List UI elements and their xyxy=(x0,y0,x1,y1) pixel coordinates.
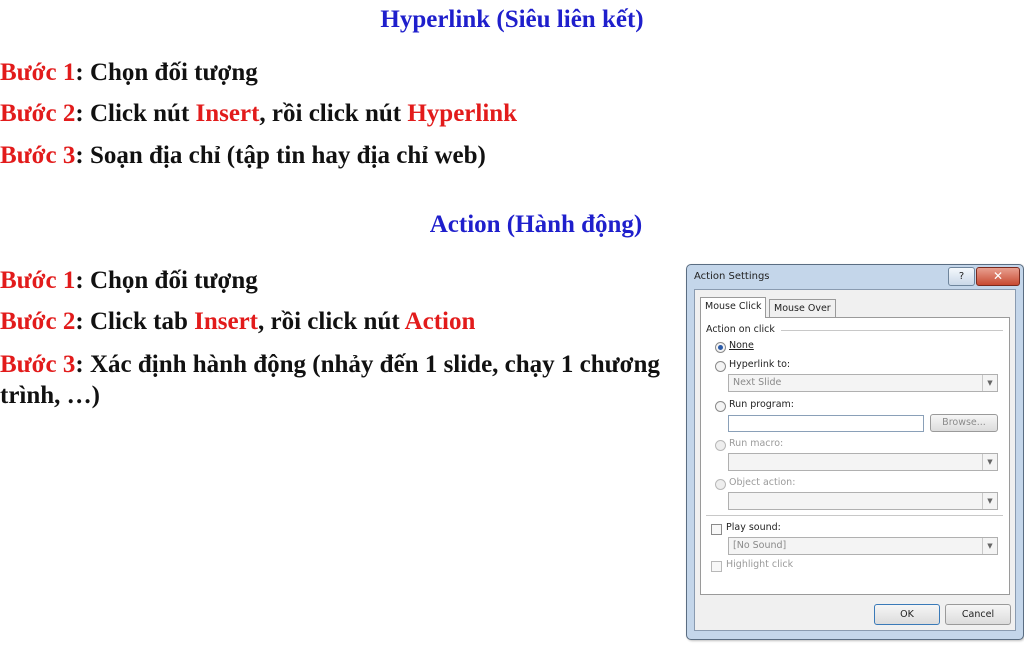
action-on-click-group-label: Action on click xyxy=(706,324,775,335)
none-radio[interactable] xyxy=(715,342,726,353)
action-step-1: Bước 1: Chọn đối tượng xyxy=(0,267,258,294)
tab-page-mouse-click xyxy=(700,317,1010,595)
hyperlink-to-value: Next Slide xyxy=(733,377,782,388)
highlight-click-checkbox[interactable] xyxy=(711,561,722,572)
hyperlink-to-select[interactable] xyxy=(728,374,998,392)
object-action-label: Object action: xyxy=(729,477,796,488)
object-action-select[interactable] xyxy=(728,492,998,510)
run-macro-label: Run macro: xyxy=(729,438,784,449)
hyperlink-step-3: Bước 3: Soạn địa chỉ (tập tin hay địa chỉ web) xyxy=(0,142,486,169)
hyperlink-step-1: Bước 1: Chọn đối tượng xyxy=(0,59,258,86)
group-divider xyxy=(781,330,1003,331)
chevron-down-icon[interactable]: ▼ xyxy=(982,493,997,509)
action-step-2: Bước 2: Click tab Insert, rồi click nút Action xyxy=(0,308,476,335)
dialog-title: Action Settings xyxy=(694,271,770,282)
hyperlink-to-label[interactable]: Hyperlink to: xyxy=(729,359,791,370)
chevron-down-icon[interactable]: ▼ xyxy=(982,375,997,391)
section-divider xyxy=(706,515,1003,516)
action-settings-dialog xyxy=(686,264,1024,640)
run-program-label[interactable]: Run program: xyxy=(729,399,794,410)
hyperlink-step-2: Bước 2: Click nút Insert, rồi click nút Hyperlink xyxy=(0,100,518,127)
hyperlink-heading: Hyperlink (Siêu liên kết) xyxy=(380,6,644,33)
none-label[interactable]: None xyxy=(729,340,754,351)
object-action-radio[interactable] xyxy=(715,479,726,490)
action-heading: Action (Hành động) xyxy=(429,211,643,238)
highlight-click-label: Highlight click xyxy=(726,559,794,570)
run-macro-radio[interactable] xyxy=(715,440,726,451)
hyperlink-to-radio[interactable] xyxy=(715,361,726,372)
play-sound-label[interactable]: Play sound: xyxy=(726,522,781,533)
help-button[interactable]: ? xyxy=(948,267,975,286)
action-step-3: Bước 3: Xác định hành động (nhảy đến 1 slide, chạy 1 chương trình, …) xyxy=(0,351,660,409)
close-button[interactable]: ✕ xyxy=(976,267,1020,286)
sound-select[interactable] xyxy=(728,537,998,555)
chevron-down-icon[interactable]: ▼ xyxy=(982,454,997,470)
dialog-client-area xyxy=(694,289,1016,631)
ok-button[interactable]: OK xyxy=(874,604,940,625)
cancel-button[interactable]: Cancel xyxy=(945,604,1011,625)
sound-value: [No Sound] xyxy=(733,540,787,551)
browse-button[interactable]: Browse... xyxy=(930,414,998,432)
tab-mouse-click[interactable]: Mouse Click xyxy=(700,297,766,318)
tab-mouse-over[interactable]: Mouse Over xyxy=(769,299,836,317)
run-program-radio[interactable] xyxy=(715,401,726,412)
run-program-input[interactable] xyxy=(728,415,924,432)
run-macro-select[interactable] xyxy=(728,453,998,471)
chevron-down-icon[interactable]: ▼ xyxy=(982,538,997,554)
play-sound-checkbox[interactable] xyxy=(711,524,722,535)
